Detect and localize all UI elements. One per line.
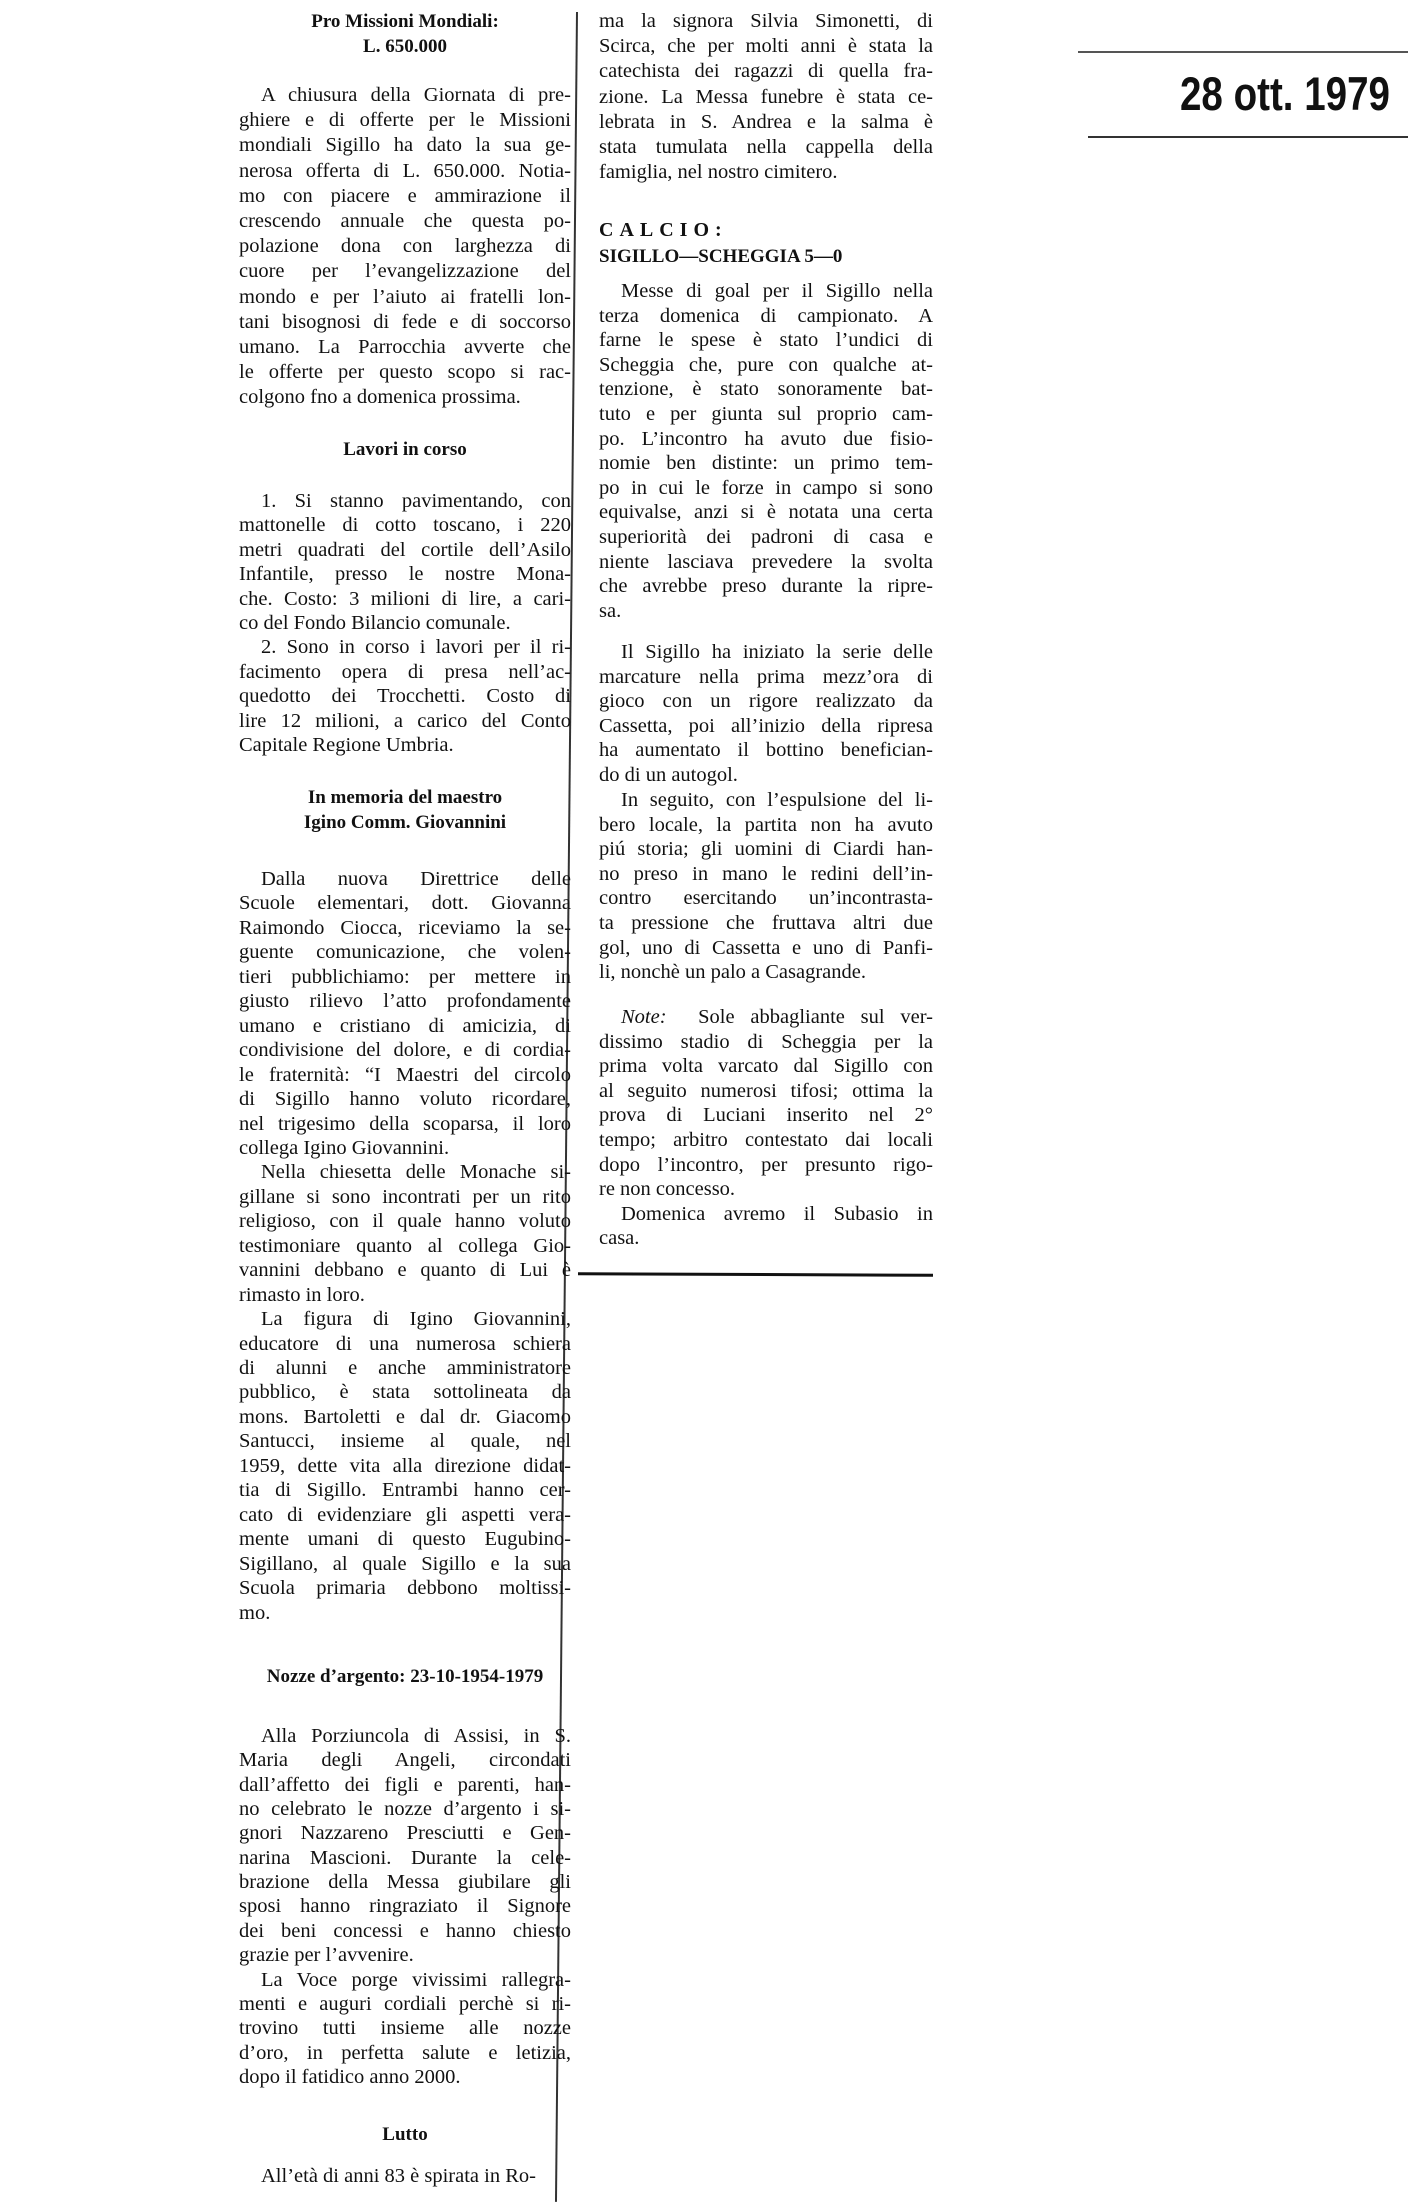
text-line: zione. La Messa funebre è stata ce-	[599, 85, 933, 108]
text-line: do di un autogol.	[599, 764, 738, 786]
text-line: umano. La Parrocchia avverte che	[239, 336, 571, 358]
text-line: ghiere e di offerte per le Missioni	[239, 109, 571, 132]
section-heading: In memoria del maestro	[307, 787, 503, 808]
text-line: contro esercitando un’incontrasta-	[599, 887, 933, 910]
text-line: dei beni concessi e hanno chiesto	[239, 1919, 571, 1942]
paragraph-first-line: La figura di Igino Giovannini,	[261, 1308, 571, 1331]
paragraph-first-line: Il Sigillo ha iniziato la serie delle	[621, 641, 933, 663]
text-line: dopo l’incontro, per presunto rigo-	[599, 1153, 933, 1176]
text-line: superiorità dei padroni di casa e	[599, 526, 933, 548]
text-line: Sigillano, al quale Sigillo e la sua	[239, 1552, 571, 1575]
text-line: terza domenica di campionato. A	[599, 304, 933, 327]
text-line: no celebrato le nozze d’argento i si-	[239, 1798, 571, 1821]
text-line: re non concesso.	[599, 1178, 736, 1201]
text-line: vannini debbano e quanto di Lui è	[239, 1259, 571, 1282]
text-line: rimasto in loro.	[239, 1283, 365, 1306]
text-line: le fraternità: “I Maestri del circolo	[239, 1063, 571, 1086]
text-line: di Sigillo hanno voluto ricordare,	[239, 1088, 571, 1111]
text-line: che. Costo: 3 milioni di lire, a cari-	[239, 587, 571, 610]
text-line: brazione della Messa giubilare gli	[239, 1871, 571, 1894]
text-line: dall’affetto dei figli e parenti, han-	[239, 1773, 571, 1796]
text-line: colgono fno a domenica prossima.	[239, 386, 521, 409]
text-line: prima volta varcato dal Sigillo con	[599, 1055, 933, 1078]
text-line: Maria degli Angeli, circondati	[239, 1749, 571, 1772]
date-rule-top	[1078, 51, 1408, 53]
text-line: Raimondo Ciocca, riceviamo la se-	[239, 916, 571, 939]
section-heading: Pro Missioni Mondiali:	[311, 11, 499, 32]
text-line: tani bisognosi di fede e di soccorso	[239, 310, 571, 333]
text-line: stata tumulata nella cappella della	[599, 136, 933, 158]
section-heading: Iginо Comm. Giovannini	[303, 812, 507, 833]
paragraph-first-line: 1. Si stanno pavimentando, con	[261, 490, 571, 512]
paragraph-first-line: 2. Sono in corso i lavori per il ri-	[261, 636, 571, 659]
text-line: niente lasciava prevedere la svolta	[599, 550, 933, 573]
text-line: sa.	[599, 599, 622, 622]
text-line: trovino tutti insieme alle nozze	[239, 2017, 571, 2040]
text-line: mo.	[239, 1601, 271, 1624]
text-line: condivisione del dolore, e di cordia-	[239, 1039, 571, 1062]
note-text: Sole abbagliante sul ver-	[698, 1006, 933, 1028]
text-line: facimento opera di presa nell’ac-	[239, 660, 571, 683]
paragraph-first-line: Domenica avremo il Subasio in	[621, 1202, 933, 1225]
text-line: testimoniare quanto al collega Gio-	[239, 1234, 571, 1257]
text-line: dopo il fatidico anno 2000.	[239, 2065, 461, 2088]
text-line: cuore per l’evangelizzazione del	[239, 260, 571, 283]
text-line: giusto rilievo l’atto profondamente	[239, 990, 571, 1013]
text-line: cato di evidenziare gli aspetti vera-	[239, 1503, 571, 1526]
section-heading: Lutto	[382, 2124, 428, 2145]
text-line: tia di Sigillo. Entrambi hanno cer-	[239, 1479, 571, 1502]
text-line: d’oro, in perfetta salute e letizia,	[239, 2041, 571, 2064]
text-line: gillane si sono incontrati per un rito	[239, 1185, 571, 1208]
text-line: 1959, dette vita alla direzione didat-	[239, 1454, 571, 1477]
text-line: nerosa offerta di L. 650.000. Notia-	[239, 159, 571, 182]
text-line: dissimo stadio di Scheggia per la	[599, 1030, 933, 1053]
text-line: tuto e per giunta sul proprio cam-	[599, 403, 933, 425]
text-line: ha aumentato il bottino benefician-	[599, 739, 933, 762]
article-end-rule	[578, 1272, 933, 1277]
text-line: po. L’incontro ha avuto due fisio-	[599, 427, 933, 450]
text-line: grazie per l’avvenire.	[239, 1944, 414, 1967]
text-line: nel trigesimo della scoparsa, il loro	[239, 1112, 571, 1135]
text-line: ta pressione che fruttava altri due	[599, 912, 933, 934]
text-line: educatore di una numerosa schiera	[239, 1332, 571, 1355]
text-line: no preso in mano le redini dell’in-	[599, 862, 933, 885]
text-line: collega Igino Giovannini.	[239, 1136, 450, 1159]
text-line: pubblico, è stata sottolineata da	[239, 1381, 571, 1404]
text-line: gol, uno di Cassetta e uno di Panfi-	[599, 936, 933, 959]
text-line: umano e cristiano di amicizia, di	[239, 1014, 571, 1037]
paragraph-first-line: Nella chiesetta delle Monache si-	[261, 1161, 571, 1184]
paragraph-first-line: Dalla nuova Direttrice delle	[261, 868, 571, 890]
date-stamp: 28 ott. 1979	[1180, 67, 1390, 120]
text-line: le offerte per questo scopo si rac-	[239, 361, 571, 384]
date-rule-bottom	[1088, 136, 1408, 138]
text-line: mondo e per l’aiuto ai fratelli lon-	[239, 285, 571, 308]
text-line: catechista dei ragazzi di quella fra-	[599, 60, 933, 83]
text-line: nomie ben distinte: un primo tem-	[599, 452, 933, 475]
paragraph-first-line: All’età di anni 83 è spirata in Ro-	[261, 2165, 536, 2187]
text-line: religioso, con il quale hanno voluto	[239, 1210, 571, 1233]
text-line: guente comunicazione, che volen-	[239, 941, 571, 964]
text-line: mente umani di questo Eugubino-	[239, 1528, 571, 1551]
text-line: polazione dona con larghezza di	[239, 235, 571, 258]
text-line: marcature nella prima mezz’ora di	[599, 665, 933, 688]
text-line: tenzione, è stato sonoramente bat-	[599, 378, 933, 401]
text-line: sposi hanno ringraziato il Signore	[239, 1895, 571, 1918]
text-line: Scirca, che per molti anni è stata la	[599, 35, 933, 58]
paragraph-first-line: Messe di goal per il Sigillo nella	[621, 280, 933, 302]
text-line: li, nonchè un palo a Casagrande.	[599, 961, 866, 984]
text-line: Scheggia che, pure con qualche at-	[599, 353, 933, 376]
text-line: Infantile, presso le nostre Mona-	[239, 563, 571, 586]
note-first-line	[599, 1005, 933, 1029]
text-line: equivalse, anzi si è notata una certa	[599, 501, 933, 524]
paragraph-first-line: A chiusura della Giornata di pre-	[261, 84, 571, 106]
text-line: tempo; arbitro contestato dai locali	[599, 1129, 933, 1151]
section-heading: L. 650.000	[363, 36, 447, 57]
paragraph-first-line: In seguito, con l’espulsione del li-	[621, 789, 933, 811]
section-heading: SIGILLO—SCHEGGIA 5—0	[599, 246, 843, 267]
section-heading: Nozze d’argento: 23-10-1954-1979	[266, 1666, 544, 1687]
text-line: casa.	[599, 1227, 640, 1250]
text-line: piú storia; gli uomini di Ciardi han-	[599, 838, 933, 861]
text-line: tieri pubblichiamo: per mettere in	[239, 965, 571, 988]
text-line: menti e auguri cordiali perchè si ri-	[239, 1992, 571, 2015]
text-line: crescendo annuale che questa po-	[239, 210, 571, 232]
text-line: gnori Nazzareno Presciutti e Gen-	[239, 1822, 571, 1845]
paragraph-first-line: ma la signora Silvia Simonetti, di	[599, 10, 933, 32]
text-line: farne le spese è stato l’undici di	[599, 329, 933, 352]
note-label: Note:	[621, 1006, 667, 1028]
text-line: po in cui le forze in campo si sono	[599, 476, 933, 499]
text-line: Capitale Regione Umbria.	[239, 734, 454, 756]
text-line: quedotto dei Trocchetti. Costo di	[239, 685, 571, 708]
text-line: lebrata in S. Andrea e la salma è	[599, 110, 933, 133]
text-line: mo con piacere e ammirazione il	[239, 184, 571, 207]
text-line: gioco con un rigore realizzato da	[599, 690, 933, 713]
text-line: co del Fondo Bilancio comunale.	[239, 612, 511, 634]
text-line: metri quadrati del cortile dell’Asilo	[239, 538, 571, 561]
text-line: che avrebbe preso durante la ripre-	[599, 575, 933, 598]
text-line: mattonelle di cotto toscano, i 220	[239, 514, 571, 537]
text-line: famiglia, nel nostro cimitero.	[599, 161, 838, 184]
text-line: Cassetta, poi all’inizio della ripresa	[599, 714, 933, 737]
text-line: al seguito numerosi tifosi; ottima la	[599, 1079, 933, 1102]
text-line: bero locale, la partita non ha avuto	[599, 813, 933, 836]
paragraph-first-line: Alla Porziuncola di Assisi, in S.	[261, 1725, 571, 1747]
text-line: prova di Luciani inserito nel 2°	[599, 1104, 933, 1127]
text-line: mondiali Sigillo ha dato la sua ge-	[239, 134, 571, 157]
section-kicker: CALCIO:	[599, 219, 728, 241]
text-line: Santucci, insieme al quale, nel	[239, 1430, 571, 1453]
section-heading: Lavori in corso	[343, 439, 467, 460]
paragraph-first-line: La Voce porge vivissimi rallegra-	[261, 1968, 571, 1991]
text-line: lire 12 milioni, a carico del Conto	[239, 709, 571, 732]
text-line: mons. Bartoletti e dal dr. Giacomo	[239, 1405, 571, 1428]
text-line: di alunni e anche amministratore	[239, 1357, 571, 1379]
text-line: narina Mascioni. Durante la cele-	[239, 1846, 571, 1869]
text-line: Scuole elementari, dott. Giovanna	[239, 892, 571, 915]
text-line: Scuola primaria debbono moltissi-	[239, 1577, 571, 1600]
